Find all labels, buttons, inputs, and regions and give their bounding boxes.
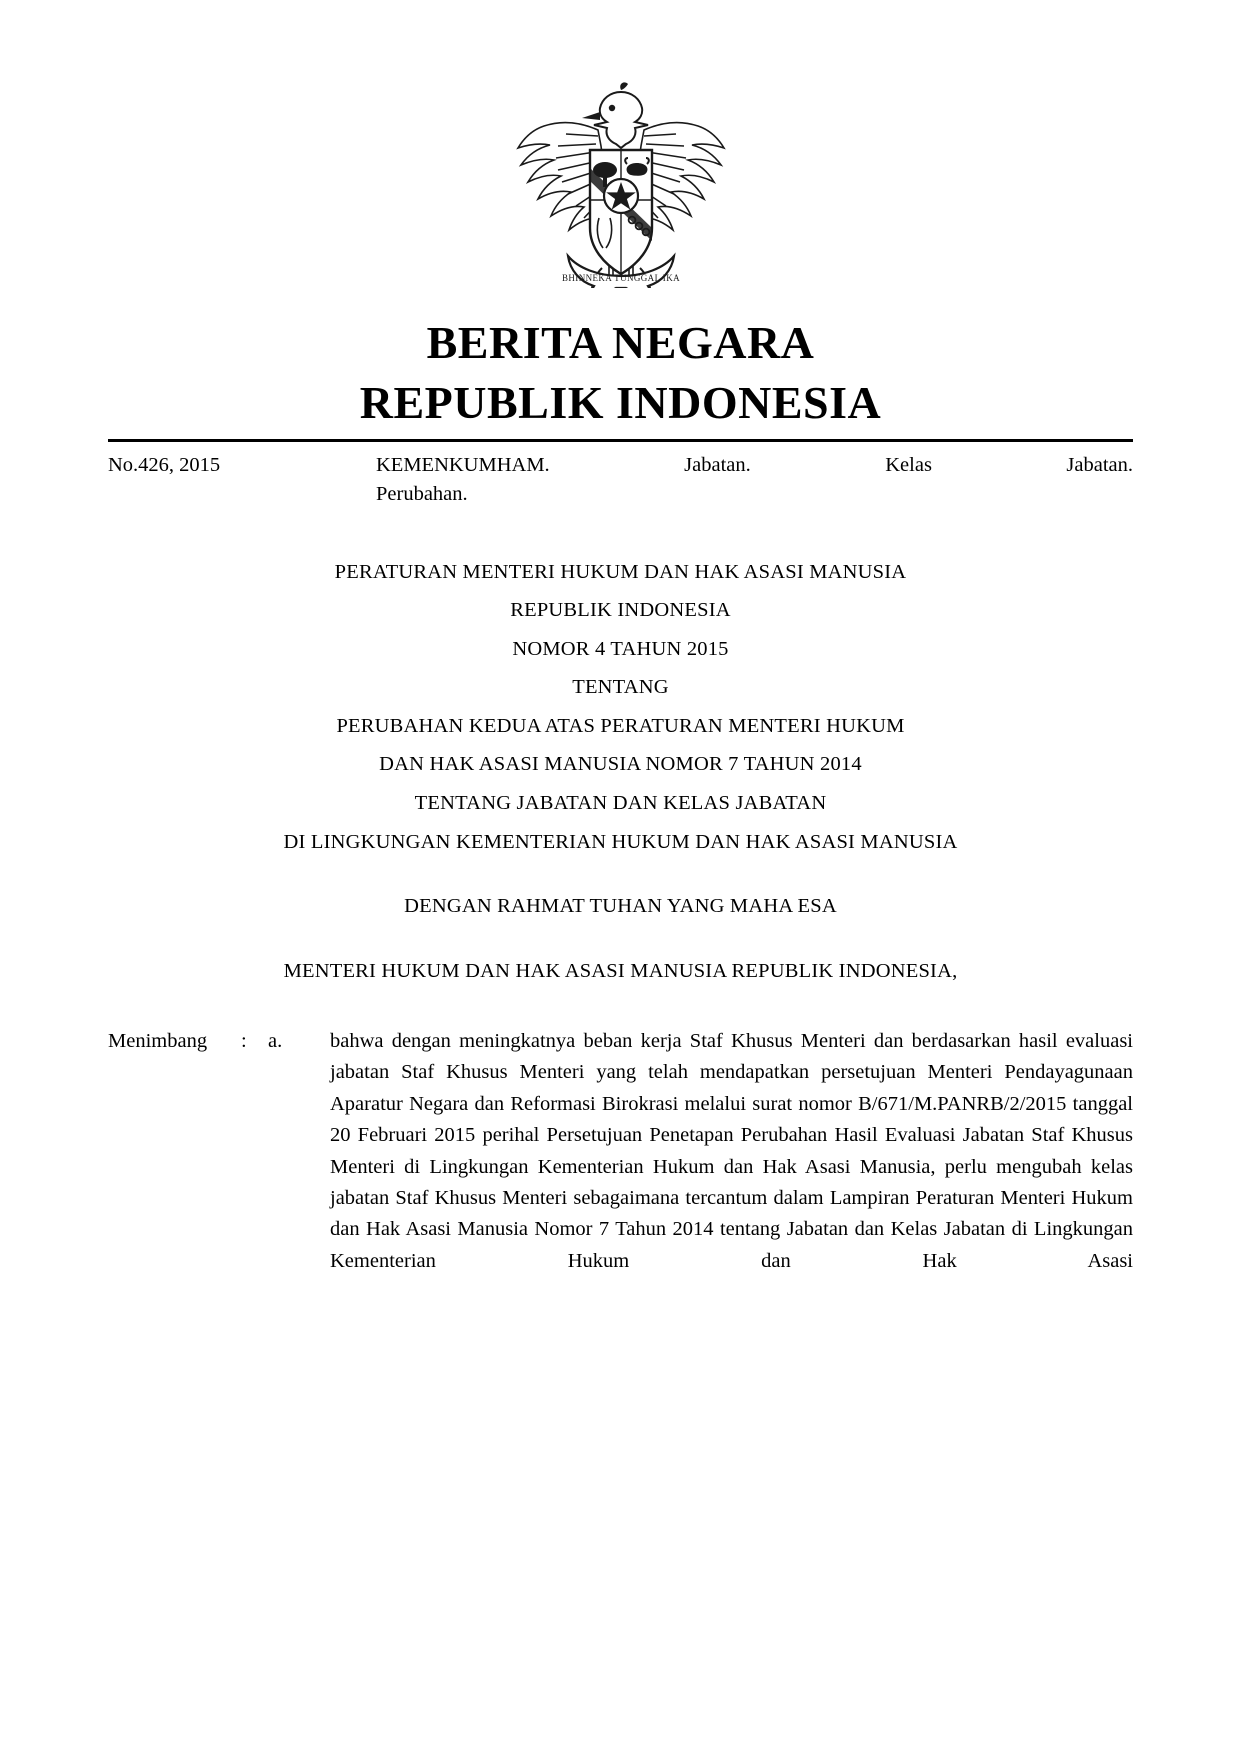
- considering-label-text: Menimbang: [108, 1030, 208, 1053]
- masthead: [108, 313, 1133, 433]
- title-line-7: TENTANG JABATAN DAN KELAS JABATAN: [414, 792, 827, 814]
- issue-subject-second-line: Perubahan.: [376, 482, 468, 505]
- document-content: [108, 0, 1133, 1277]
- issue-subject: [376, 451, 1133, 509]
- considering-item-text: bahwa dengan meningkatnya beban kerja Staf Khusus Menteri dan berdasarkan hasil evaluasi jabatan Staf Khusus Menteri yang telah mendapatkan persetujuan Menteri Pendayagunaan Aparatur Negara dan Reformasi Birokrasi melalui surat nomor B/671/M.PANRB/2/2015 tanggal 20 Februari 2015 perihal Persetujuan Penetapan Perubahan Hasil Evaluasi Jabatan Staf Khusus Menteri di Lingkungan Kementerian Hukum dan Hak Asasi Manusia, perlu mengubah kelas jabatan Staf Khusus Menteri sebagaimana tercantum dalam Lampiran Peraturan Menteri Hukum dan Hak Asasi Manusia Nomor 7 Tahun 2014 tentang Jabatan dan Kelas Jabatan di Lingkungan Kementerian Hukum dan Hak Asasi: [330, 1030, 1133, 1272]
- title-line-8: DI LINGKUNGAN KEMENTERIAN HUKUM DAN HAK ASASI MANUSIA: [283, 830, 958, 853]
- title-line-4: TENTANG: [572, 676, 669, 699]
- blessing-line: DENGAN RAHMAT TUHAN YANG MAHA ESA: [404, 895, 837, 918]
- considering-colon: :: [241, 1030, 247, 1053]
- considering-section: [108, 1026, 1133, 1277]
- considering-label: [108, 1026, 268, 1277]
- addressee-line: MENTERI HUKUM DAN HAK ASASI MANUSIA REPUBLIK INDONESIA,: [283, 959, 958, 982]
- issue-number: No.426, 2015: [108, 453, 221, 476]
- issue-subject-text: KEMENKUMHAM. Jabatan. Kelas Jabatan.: [376, 453, 1133, 476]
- title-line-6: DAN HAK ASASI MANUSIA NOMOR 7 TAHUN 2014: [379, 753, 862, 776]
- title-line-2: REPUBLIK INDONESIA: [510, 599, 731, 622]
- masthead-divider: [108, 439, 1133, 442]
- title-line-5: PERUBAHAN KEDUA ATAS PERATURAN MENTERI HUKUM: [336, 714, 905, 737]
- emblem-container: [108, 78, 1133, 293]
- svg-text:BHINNEKA TUNGGAL IKA: BHINNEKA TUNGGAL IKA: [561, 273, 680, 283]
- garuda-pancasila-emblem: [506, 78, 736, 288]
- title-line-1: PERATURAN MENTERI HUKUM DAN HAK ASASI MANUSIA: [334, 560, 907, 583]
- title-line-3: NOMOR 4 TAHUN 2015: [512, 637, 729, 660]
- masthead-line-1: BERITA NEGARA: [426, 317, 815, 368]
- regulation-title-block: [108, 553, 1133, 990]
- considering-item-letter: a.: [268, 1030, 283, 1053]
- issue-line: [108, 451, 1133, 509]
- masthead-line-2: REPUBLIK INDONESIA: [359, 376, 882, 428]
